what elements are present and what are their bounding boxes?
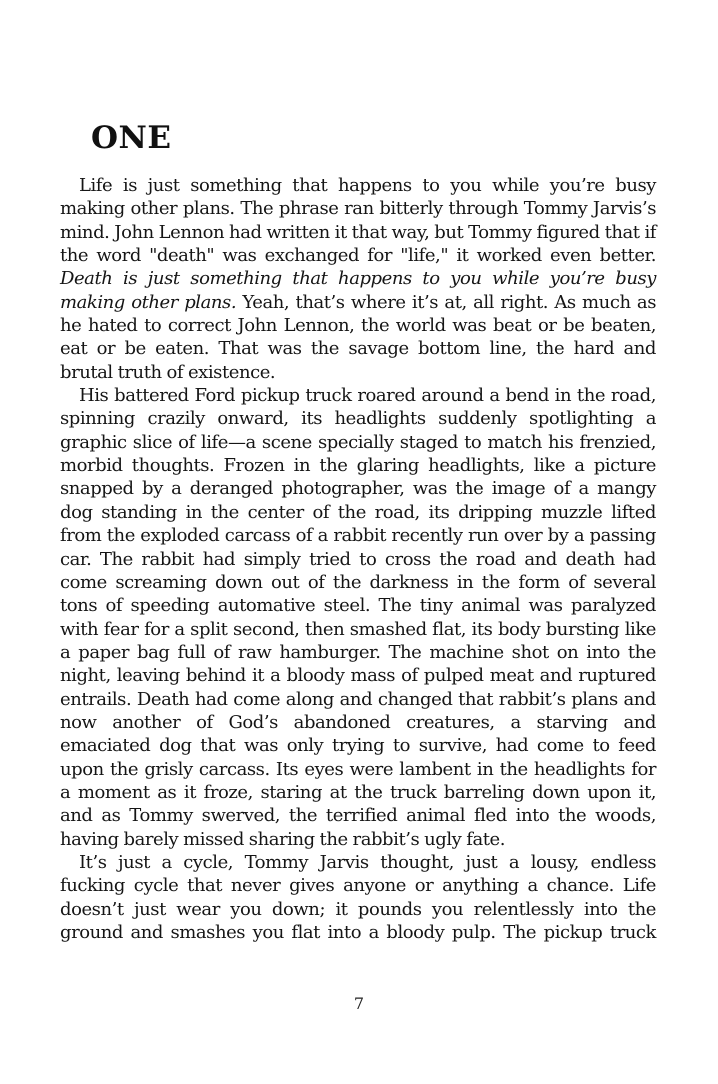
paragraph-1 [60, 174, 656, 384]
chapter-body [60, 174, 656, 944]
page-number: 7 [353, 994, 365, 1013]
paragraph-2 [60, 384, 656, 851]
paragraph-text: Yeah, that’s where it’s at, all right. As much as he hated to correct John Lennon, the world was beat or be beaten, eat or be eaten. That was the savage bottom line, the hard and brutal truth of existence. [60, 291, 657, 383]
paragraph-text: Life is just something that happens to you while you’re busy making other plans. The phrase ran bitterly through Tommy Jarvis’s mind. John Lennon had written it that way, but Tommy figured that if the word "death" was exchanged for "life," it worked even better. [60, 175, 656, 267]
italic-text: Death is just something that happens to you while you’re busy making other plans. [60, 268, 656, 313]
chapter-title: ONE [91, 120, 172, 156]
paragraph-text: His battered Ford pickup truck roared around a bend in the road, spinning crazily onward, its headlights suddenly spotlighting a graphic slice of life—a scene specially staged to match his frenzied, morbid thoughts. Frozen in the glaring headlights, like a picture snapped by a deranged photographer, was the image of a mangy dog standing in the center of the road, its dripping muzzle lifted from the exploded carcass of a rabbit recently run over by a passing car. The rabbit had simply tried to cross the road and death had come screaming down out of the darkness in the form of several tons of speeding automative steel. The tiny animal was paralyzed with fear for a split second, then smashed flat, its body bursting like a paper bag full of raw hamburger. The machine shot on into the night, leaving behind it a bloody mass of pulped meat and ruptured entrails. Death had come along and changed that rabbit’s plans and now another of God’s abandoned creatures, a starving and emaciated dog that was only trying to survive, had come to feed upon the grisly carcass. Its eyes were lambent in the headlights for a moment as it froze, staring at the truck barreling down upon it, and as Tommy swerved, the terrified animal fled into the woods, having barely missed sharing the rabbit’s ugly fate. [60, 385, 656, 850]
paragraph-text: It’s just a cycle, Tommy Jarvis thought, just a lousy, endless fucking cycle that never gives anyone or anything a chance. Life doesn’t just wear you down; it pounds you relentlessly into the ground and smashes you flat into a bloody pulp. The pickup truck [60, 851, 656, 943]
paragraph-3 [60, 851, 656, 944]
